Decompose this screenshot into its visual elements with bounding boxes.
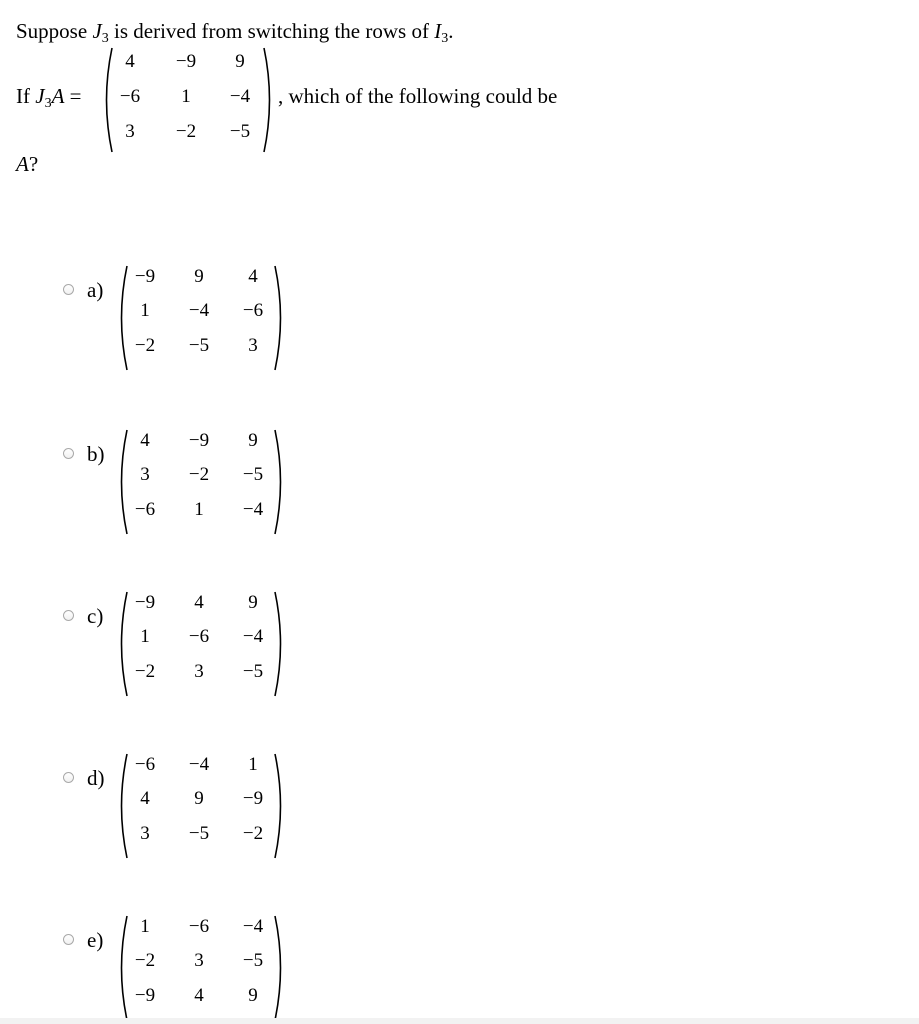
right-paren (273, 752, 287, 860)
lhs-var-a: A (51, 84, 65, 108)
if-text: If (16, 84, 36, 108)
matrix-cell: −2 (134, 950, 156, 971)
matrix-cell: 3 (125, 121, 135, 142)
matrix-cell: 9 (194, 788, 204, 809)
equals-sign: = (64, 84, 82, 108)
matrix-cell: 9 (194, 266, 204, 287)
option-matrix (115, 428, 287, 536)
bottom-bar (0, 1018, 919, 1024)
option-matrix (115, 590, 287, 698)
intro-var-i: I (434, 19, 442, 43)
matrix-cell: −4 (188, 754, 210, 775)
right-paren (273, 264, 287, 372)
matrix-cell: −5 (188, 335, 210, 356)
matrix-cell: −5 (242, 464, 264, 485)
matrix-cell: −5 (242, 950, 264, 971)
matrix-cell: −6 (188, 626, 210, 647)
matrix-cell: 4 (194, 985, 204, 1006)
matrix-cell: −6 (188, 916, 210, 937)
matrix-cell: −9 (134, 266, 156, 287)
matrix-cell: −4 (242, 916, 264, 937)
matrix-cell: 4 (140, 430, 150, 451)
matrix-cell: 4 (194, 592, 204, 613)
matrix-cell: −5 (242, 661, 264, 682)
matrix-cell: 3 (140, 823, 150, 844)
matrix-cell: 1 (140, 626, 150, 647)
matrix-cell: 9 (248, 985, 258, 1006)
matrix-cell: −4 (229, 86, 251, 107)
intro-prefix: Suppose (16, 19, 93, 43)
matrix-cell: 4 (125, 51, 135, 72)
matrix-cell: −2 (242, 823, 264, 844)
matrix-cell: −4 (188, 300, 210, 321)
matrix-cell: 9 (248, 430, 258, 451)
matrix-cell: 1 (181, 86, 191, 107)
matrix-cell: −2 (175, 121, 197, 142)
intro-mid: is derived from switching the rows of (108, 19, 435, 43)
matrix-cell: −9 (134, 592, 156, 613)
matrix-cell: 1 (140, 300, 150, 321)
question-end (16, 150, 38, 178)
matrix-cell: 3 (248, 335, 258, 356)
matrix-cell: 4 (248, 266, 258, 287)
matrix-cell: 1 (140, 916, 150, 937)
option-matrix (115, 752, 287, 860)
matrix-cell: −5 (229, 121, 251, 142)
matrix-cell: −2 (188, 464, 210, 485)
option-radio-a[interactable] (63, 284, 74, 295)
option-label: c) (87, 604, 104, 628)
end-var-a: A (16, 152, 29, 176)
lhs-var-j: J (35, 84, 45, 108)
option-radio-e[interactable] (63, 934, 74, 945)
matrix-cell: 4 (140, 788, 150, 809)
question-intro (16, 17, 453, 45)
matrix-cell: 9 (235, 51, 245, 72)
option-label: d) (87, 766, 105, 790)
matrix-cell: −5 (188, 823, 210, 844)
option-matrix (115, 264, 287, 372)
right-paren (273, 590, 287, 698)
matrix-cell: −9 (242, 788, 264, 809)
option-radio-d[interactable] (63, 772, 74, 783)
intro-end: . (448, 19, 454, 43)
intro-sub-3: 3 (101, 31, 109, 46)
matrix-cell: 3 (194, 661, 204, 682)
matrix-cell: −4 (242, 626, 264, 647)
matrix-cell: −6 (134, 754, 156, 775)
matrix-cell: 1 (248, 754, 258, 775)
matrix-cell: −6 (119, 86, 141, 107)
right-paren (273, 914, 287, 1022)
lhs-sub: 3 (44, 96, 52, 111)
matrix-cell: −2 (134, 661, 156, 682)
option-matrix (115, 914, 287, 1022)
matrix-cell: −6 (134, 499, 156, 520)
option-radio-c[interactable] (63, 610, 74, 621)
equation-lhs (16, 82, 82, 110)
matrix-cell: −9 (175, 51, 197, 72)
matrix-cell: −9 (134, 985, 156, 1006)
matrix-cell: 1 (194, 499, 204, 520)
matrix-cell: 3 (194, 950, 204, 971)
given-matrix (100, 46, 276, 154)
right-paren (262, 46, 276, 154)
matrix-cell: −9 (188, 430, 210, 451)
matrix-cell: −6 (242, 300, 264, 321)
option-label: b) (87, 442, 105, 466)
matrix-cell: 3 (140, 464, 150, 485)
question-tail: , which of the following could be (278, 84, 558, 108)
intro-var-j: J (92, 19, 102, 43)
option-label: a) (87, 278, 104, 302)
right-paren (273, 428, 287, 536)
end-punct: ? (28, 152, 39, 176)
matrix-cell: 9 (248, 592, 258, 613)
matrix-cell: −4 (242, 499, 264, 520)
option-label: e) (87, 928, 104, 952)
intro-sub-3b: 3 (441, 31, 449, 46)
option-radio-b[interactable] (63, 448, 74, 459)
matrix-cell: −2 (134, 335, 156, 356)
